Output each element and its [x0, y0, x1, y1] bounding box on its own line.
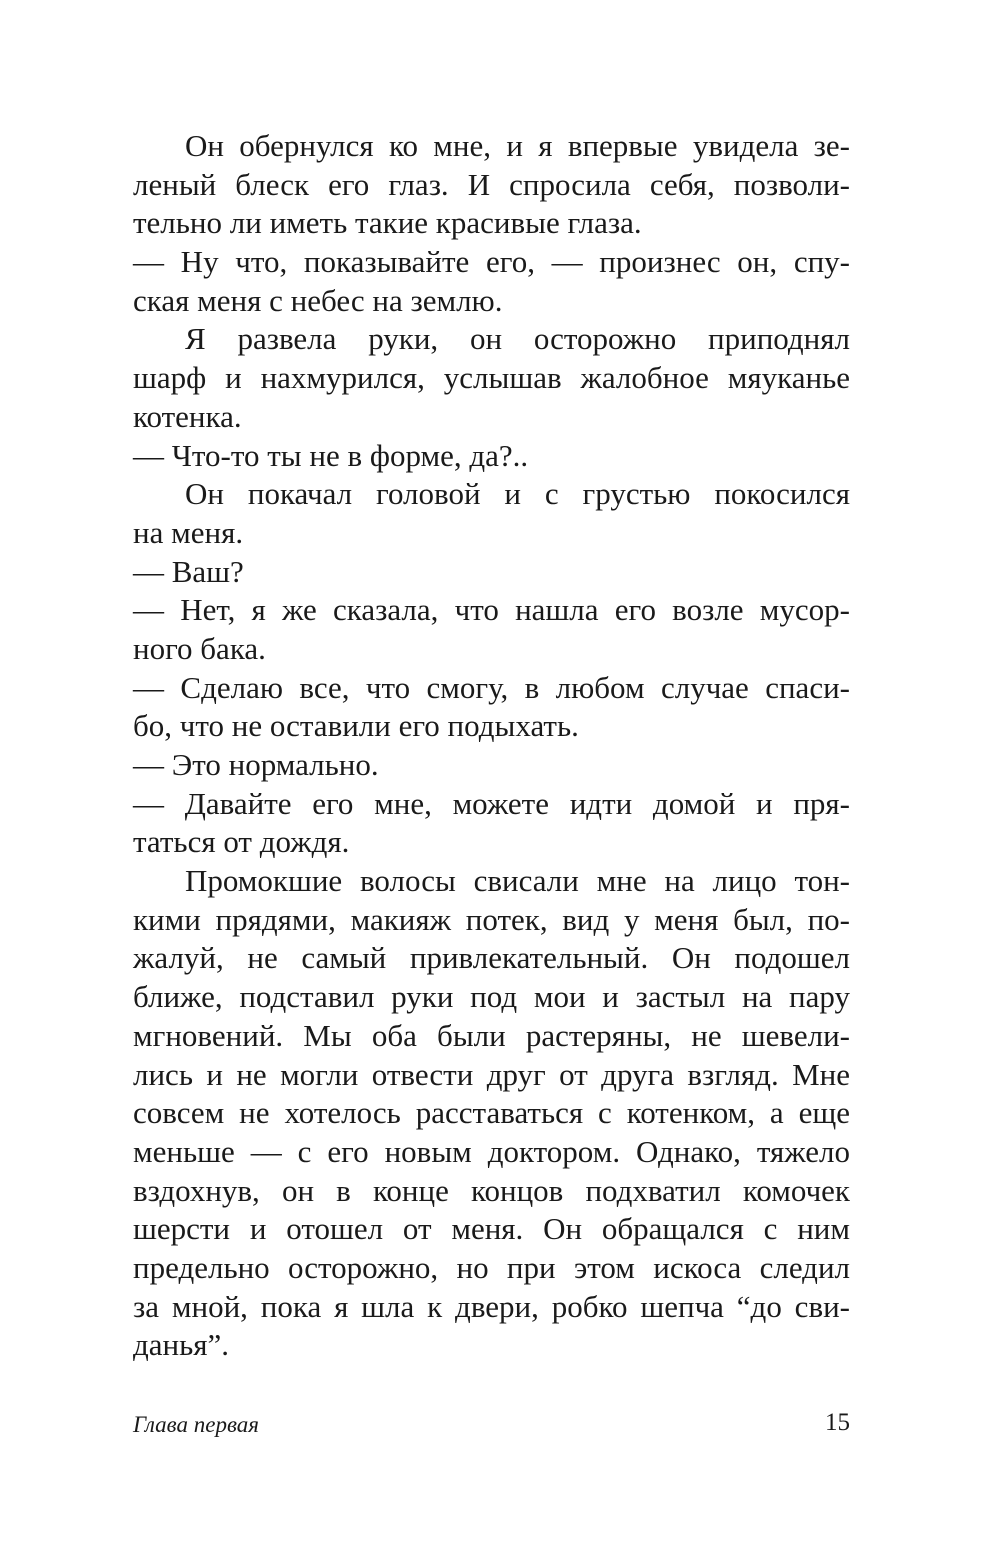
text-line: данья”. — [133, 1327, 230, 1363]
text-line: таться от дождя. — [133, 824, 350, 860]
text-line: мгновений. Мы оба были растеряны, не шевели- — [133, 1017, 850, 1053]
text-line: — Ваш? — [133, 553, 244, 589]
text-line: совсем не хотелось расставаться с котенком, а еще — [133, 1095, 850, 1131]
text-line: котенка. — [133, 398, 242, 434]
text-line: ного бака. — [133, 630, 266, 666]
text-line: за мной, пока я шла к двери, робко шепча “до сви- — [133, 1288, 850, 1324]
text-line: кими прядями, макияж потек, вид у меня был, по- — [133, 901, 850, 937]
text-line: Промокшие волосы свисали мне на лицо тон- — [185, 863, 850, 899]
text-line: тельно ли иметь такие красивые глаза. — [133, 205, 642, 241]
page-number: 15 — [825, 1409, 850, 1436]
text-line: меньше — с его новым доктором. Однако, тяжело — [133, 1133, 850, 1169]
text-line: бо, что не оставили его подыхать. — [133, 708, 579, 744]
text-line: шерсти и отошел от меня. Он обращался с ним — [133, 1211, 850, 1247]
text-line: — Давайте его мне, можете идти домой и пря- — [133, 785, 850, 821]
text-line: на меня. — [133, 514, 244, 550]
text-line: — Что-то ты не в форме, да?.. — [133, 437, 529, 473]
text-line: лись и не могли отвести друг от друга взгляд. Мне — [133, 1056, 850, 1092]
text-line: — Сделаю все, что смогу, в любом случае спаси- — [133, 669, 850, 705]
text-line: леный блеск его глаз. И спросила себя, позволи- — [133, 166, 850, 202]
text-line: ближе, подставил руки под мои и застыл на пару — [133, 979, 850, 1015]
text-line: Я развела руки, он осторожно приподнял — [185, 321, 850, 357]
text-line: вздохнув, он в конце концов подхватил комочек — [133, 1172, 850, 1208]
running-footer-chapter: Глава первая — [133, 1412, 259, 1437]
text-line: предельно осторожно, но при этом искоса следил — [133, 1249, 850, 1285]
text-line: Он покачал головой и с грустью покосился — [185, 476, 850, 512]
text-line: жалуй, не самый привлекательный. Он подошел — [133, 940, 850, 976]
text-line: — Это нормально. — [133, 747, 379, 782]
text-line: Он обернулся ко мне, и я впервые увидела зе- — [185, 128, 850, 163]
text-line: шарф и нахмурился, услышав жалобное мяуканье — [133, 360, 850, 396]
body-text — [133, 127, 850, 1365]
text-line: — Ну что, показывайте его, — произнес он, спу- — [133, 244, 850, 280]
text-line: — Нет, я же сказала, что нашла его возле мусор- — [133, 592, 850, 628]
text-line: ская меня с небес на землю. — [133, 282, 503, 318]
